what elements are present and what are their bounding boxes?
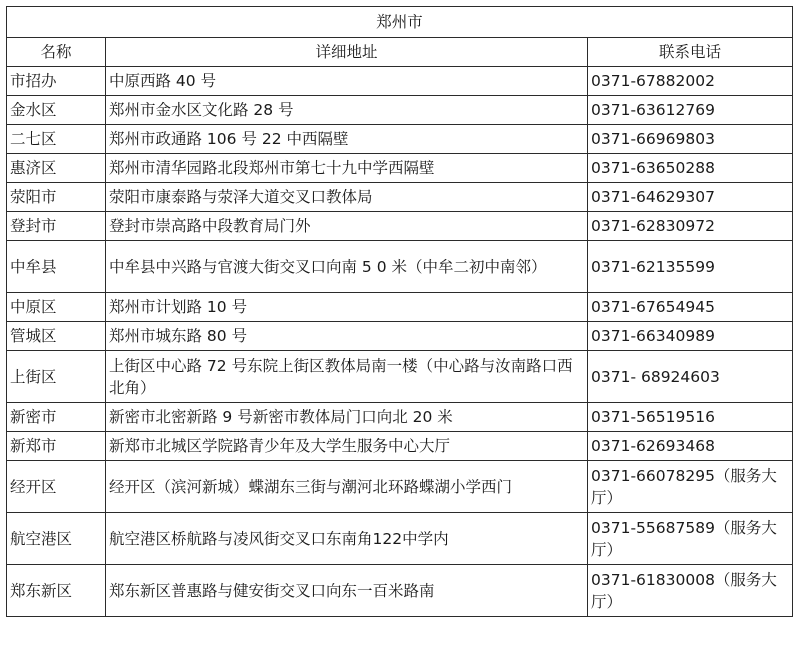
cell-name: 经开区 bbox=[7, 461, 106, 513]
table-row bbox=[7, 565, 793, 617]
cell-address: 郑州市金水区文化路 28 号 bbox=[106, 96, 588, 125]
table-row bbox=[7, 403, 793, 432]
cell-name: 新郑市 bbox=[7, 432, 106, 461]
cell-address: 郑州市清华园路北段郑州市第七十九中学西隔壁 bbox=[106, 154, 588, 183]
table-row bbox=[7, 125, 793, 154]
cell-phone: 0371-64629307 bbox=[588, 183, 793, 212]
cell-phone: 0371-55687589（服务大厅） bbox=[588, 513, 793, 565]
table-row bbox=[7, 293, 793, 322]
cell-address: 中牟县中兴路与官渡大街交叉口向南 5 0 米（中牟二初中南邻） bbox=[106, 241, 588, 293]
cell-phone: 0371-56519516 bbox=[588, 403, 793, 432]
cell-name: 上街区 bbox=[7, 351, 106, 403]
cell-phone: 0371-66078295（服务大厅） bbox=[588, 461, 793, 513]
cell-phone: 0371-63612769 bbox=[588, 96, 793, 125]
table-row bbox=[7, 154, 793, 183]
cell-name: 郑东新区 bbox=[7, 565, 106, 617]
cell-address: 航空港区桥航路与凌风街交叉口东南角122中学内 bbox=[106, 513, 588, 565]
cell-phone: 0371-67882002 bbox=[588, 67, 793, 96]
cell-address: 郑州市城东路 80 号 bbox=[106, 322, 588, 351]
column-header-address: 详细地址 bbox=[106, 38, 588, 67]
cell-address: 郑州市政通路 106 号 22 中西隔壁 bbox=[106, 125, 588, 154]
column-header-name: 名称 bbox=[7, 38, 106, 67]
cell-address: 中原西路 40 号 bbox=[106, 67, 588, 96]
cell-phone: 0371-62830972 bbox=[588, 212, 793, 241]
table-row bbox=[7, 513, 793, 565]
table-body bbox=[7, 67, 793, 617]
table-row bbox=[7, 183, 793, 212]
cell-phone: 0371-66340989 bbox=[588, 322, 793, 351]
cell-name: 新密市 bbox=[7, 403, 106, 432]
table-row bbox=[7, 96, 793, 125]
cell-name: 中原区 bbox=[7, 293, 106, 322]
table-row bbox=[7, 461, 793, 513]
cell-address: 上街区中心路 72 号东院上街区教体局南一楼（中心路与汝南路口西北角） bbox=[106, 351, 588, 403]
cell-name: 二七区 bbox=[7, 125, 106, 154]
table-row bbox=[7, 351, 793, 403]
table-row bbox=[7, 432, 793, 461]
column-header-phone: 联系电话 bbox=[588, 38, 793, 67]
office-contact-table bbox=[6, 6, 793, 617]
cell-phone: 0371-67654945 bbox=[588, 293, 793, 322]
cell-address: 登封市崇高路中段教育局门外 bbox=[106, 212, 588, 241]
cell-phone: 0371-66969803 bbox=[588, 125, 793, 154]
cell-name: 金水区 bbox=[7, 96, 106, 125]
cell-address: 荥阳市康泰路与荥泽大道交叉口教体局 bbox=[106, 183, 588, 212]
cell-phone: 0371- 68924603 bbox=[588, 351, 793, 403]
cell-name: 惠济区 bbox=[7, 154, 106, 183]
cell-phone: 0371-63650288 bbox=[588, 154, 793, 183]
table-row bbox=[7, 67, 793, 96]
cell-address: 新密市北密新路 9 号新密市教体局门口向北 20 米 bbox=[106, 403, 588, 432]
cell-name: 中牟县 bbox=[7, 241, 106, 293]
cell-name: 航空港区 bbox=[7, 513, 106, 565]
cell-address: 郑东新区普惠路与健安街交叉口向东一百米路南 bbox=[106, 565, 588, 617]
cell-name: 荥阳市 bbox=[7, 183, 106, 212]
cell-name: 市招办 bbox=[7, 67, 106, 96]
cell-address: 新郑市北城区学院路青少年及大学生服务中心大厅 bbox=[106, 432, 588, 461]
cell-phone: 0371-62693468 bbox=[588, 432, 793, 461]
cell-name: 登封市 bbox=[7, 212, 106, 241]
table-row bbox=[7, 322, 793, 351]
cell-address: 经开区（滨河新城）蝶湖东三街与潮河北环路蝶湖小学西门 bbox=[106, 461, 588, 513]
table-row bbox=[7, 212, 793, 241]
cell-phone: 0371-62135599 bbox=[588, 241, 793, 293]
cell-name: 管城区 bbox=[7, 322, 106, 351]
cell-address: 郑州市计划路 10 号 bbox=[106, 293, 588, 322]
table-row bbox=[7, 241, 793, 293]
cell-phone: 0371-61830008（服务大厅） bbox=[588, 565, 793, 617]
table-title: 郑州市 bbox=[7, 7, 793, 38]
